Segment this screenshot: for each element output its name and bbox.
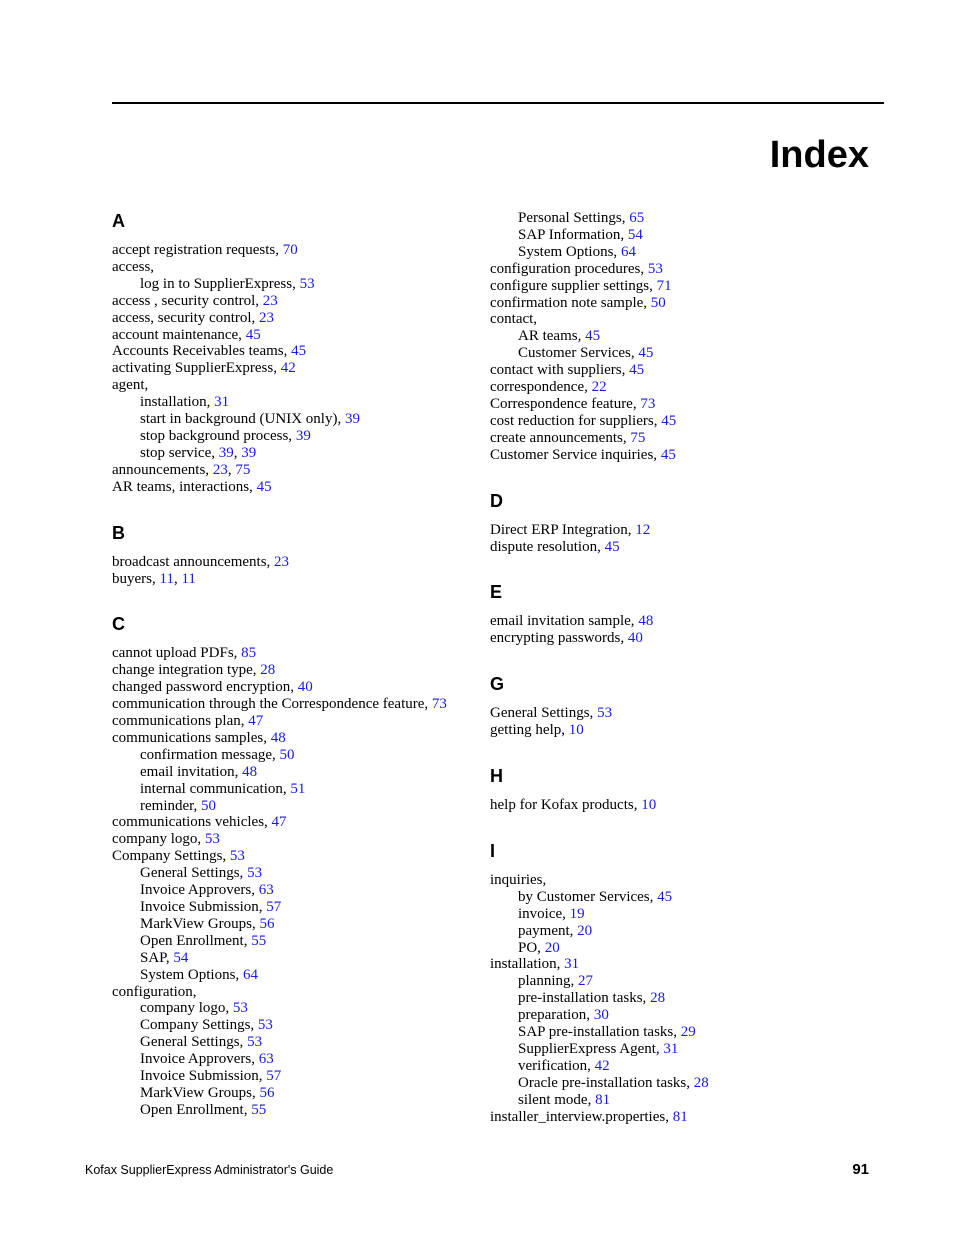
- entry-text: communications plan,: [112, 713, 249, 730]
- entry-text: SAP,: [140, 949, 174, 966]
- index-subentry: [490, 940, 890, 957]
- index-subentry: [112, 411, 472, 428]
- index-subentry: [112, 798, 472, 815]
- index-subentry: [112, 276, 472, 293]
- index-entry: [490, 956, 890, 973]
- index-section-c: [112, 613, 472, 1118]
- entry-text: Invoice Approvers,: [140, 882, 259, 899]
- entry-text: System Options,: [518, 243, 621, 260]
- page-link[interactable]: 27: [578, 973, 593, 990]
- entry-text: communication through the Correspondence feature,: [112, 696, 432, 713]
- entry-text: broadcast announcements,: [112, 553, 275, 570]
- page-link[interactable]: 31: [214, 394, 230, 411]
- index-subentry: [112, 933, 472, 950]
- index-entry: [112, 360, 472, 377]
- page-link[interactable]: 11: [159, 570, 174, 587]
- entry-text: System Options,: [140, 966, 243, 983]
- section-letter: B: [112, 522, 125, 543]
- page-link[interactable]: 73: [431, 696, 447, 713]
- page-link[interactable]: 50: [201, 797, 217, 814]
- index-entry: [490, 797, 890, 814]
- index-entry: [490, 295, 890, 312]
- index-subentry: [112, 445, 472, 462]
- page-link[interactable]: 48: [270, 729, 286, 746]
- entry-text: help for Kofax products,: [490, 797, 642, 814]
- index-entry: [112, 713, 472, 730]
- entry-text: correspondence,: [490, 379, 592, 396]
- page-link[interactable]: 42: [280, 360, 296, 377]
- page-link[interactable]: 54: [627, 226, 643, 243]
- entry-text: invoice,: [518, 905, 570, 922]
- entry-text: Invoice Submission,: [140, 899, 267, 915]
- page-link[interactable]: 28: [650, 990, 666, 1007]
- page-link[interactable]: 22: [591, 379, 607, 396]
- index-section-i: [490, 840, 890, 1126]
- footer-page-number: 91: [852, 1161, 869, 1178]
- page-link[interactable]: 53: [247, 1034, 263, 1051]
- entry-text: Direct ERP Integration,: [490, 521, 636, 538]
- page-link[interactable]: 19: [569, 905, 585, 922]
- page-link[interactable]: 45: [291, 343, 307, 360]
- entry-text: SAP Information,: [518, 226, 628, 243]
- index-entry: [112, 984, 472, 1001]
- entry-text: log in to SupplierExpress,: [140, 275, 300, 292]
- entry-text: contact,: [490, 311, 538, 328]
- entry-text: inquiries,: [490, 871, 547, 888]
- page-link[interactable]: 71: [656, 277, 672, 294]
- page-link[interactable]: 53: [647, 260, 663, 277]
- entry-text: AR teams,: [518, 328, 586, 345]
- index-column-left: [112, 210, 472, 1119]
- page-link[interactable]: 53: [597, 705, 613, 722]
- section-letter: I: [490, 840, 496, 861]
- entry-text: Customer Services,: [518, 345, 639, 362]
- page-link[interactable]: 53: [229, 848, 245, 865]
- page-link[interactable]: 23: [259, 309, 275, 326]
- page-link[interactable]: 75: [235, 461, 251, 478]
- page-link[interactable]: 31: [564, 956, 580, 973]
- page-link[interactable]: 53: [232, 1000, 248, 1017]
- section-letter: H: [490, 766, 503, 787]
- entry-text: Invoice Submission,: [140, 1068, 267, 1085]
- page-link[interactable]: 48: [242, 763, 258, 780]
- page-link[interactable]: 45: [629, 362, 645, 379]
- index-subentry: [490, 1058, 890, 1075]
- page-link[interactable]: 47: [248, 713, 264, 730]
- index-entry: [112, 242, 472, 259]
- index-subentry: [490, 1007, 890, 1024]
- index-entry: [112, 814, 472, 831]
- page-link[interactable]: 81: [672, 1108, 688, 1125]
- entry-text: verification,: [518, 1057, 595, 1074]
- index-entry: [112, 730, 472, 747]
- page-link[interactable]: 45: [256, 478, 272, 495]
- page-link[interactable]: 63: [258, 882, 274, 899]
- section-gap: [490, 464, 890, 490]
- entry-text: agent,: [112, 377, 149, 394]
- page-link[interactable]: 48: [638, 613, 654, 630]
- entry-text: communications samples,: [112, 729, 271, 746]
- entry-text: email invitation,: [140, 763, 243, 780]
- page-separator: ,: [227, 461, 236, 478]
- page-link[interactable]: 45: [657, 888, 673, 905]
- index-subentry: [112, 1102, 472, 1119]
- index-subentry: [112, 781, 472, 798]
- entry-text: start in background (UNIX only),: [140, 411, 345, 428]
- index-section-b: [112, 522, 472, 588]
- entry-text: email invitation sample,: [490, 613, 639, 630]
- page-link[interactable]: 47: [271, 814, 287, 831]
- entry-text: stop service,: [140, 444, 219, 461]
- index-subentry: [490, 227, 890, 244]
- entry-text: access , security control,: [112, 292, 263, 309]
- index-entry: [490, 362, 890, 379]
- index-entry: [112, 377, 472, 394]
- index-subentry: [112, 747, 472, 764]
- entry-text: cannot upload PDFs,: [112, 645, 242, 662]
- index-entry: [112, 327, 472, 344]
- entry-text: getting help,: [490, 722, 569, 739]
- entry-text: cost reduction for suppliers,: [490, 412, 662, 429]
- entry-text: silent mode,: [518, 1091, 596, 1108]
- page-link[interactable]: 39: [218, 444, 234, 461]
- page-link[interactable]: 54: [173, 949, 189, 966]
- section-gap: [490, 555, 890, 581]
- page-link[interactable]: 53: [247, 865, 263, 882]
- entry-text: stop background process,: [140, 427, 296, 444]
- page-separator: ,: [173, 570, 182, 587]
- header-rule: [112, 102, 884, 104]
- index-subentry: [112, 865, 472, 882]
- entry-text: Accounts Receivables teams,: [112, 343, 292, 360]
- page-title: Index: [769, 134, 869, 176]
- index-entry: [490, 539, 890, 556]
- index-section-e: [490, 581, 890, 647]
- index-entry: [112, 462, 472, 479]
- entry-text: buyers,: [112, 570, 160, 587]
- entry-text: AR teams, interactions,: [112, 478, 257, 495]
- index-subentry: [490, 990, 890, 1007]
- footer-document-title: Kofax SupplierExpress Administrator's Guide: [85, 1163, 334, 1177]
- entry-text: General Settings,: [490, 705, 598, 722]
- section-gap: [490, 739, 890, 765]
- index-entry: [112, 696, 472, 713]
- index-entry: [490, 872, 890, 889]
- section-gap: [112, 496, 472, 522]
- index-section-d: [490, 490, 890, 556]
- index-subentry: [112, 916, 472, 933]
- page-link[interactable]: 57: [266, 1068, 282, 1085]
- index-subentry: [112, 1085, 472, 1102]
- section-gap: [490, 647, 890, 673]
- index-subentry: [490, 923, 890, 940]
- index-section-continued: [490, 210, 890, 464]
- page-link[interactable]: 53: [299, 275, 315, 292]
- section-gap: [490, 814, 890, 840]
- entry-text: installation,: [490, 956, 565, 973]
- page-link[interactable]: 50: [650, 294, 666, 311]
- entry-text: Open Enrollment,: [140, 932, 252, 949]
- index-entry: [112, 645, 472, 662]
- entry-text: SAP pre-installation tasks,: [518, 1024, 681, 1041]
- entry-text: configuration procedures,: [490, 260, 648, 277]
- page-link[interactable]: 45: [245, 326, 261, 343]
- index-section-g: [490, 673, 890, 739]
- entry-text: communications vehicles,: [112, 814, 272, 831]
- entry-text: access, security control,: [112, 309, 260, 326]
- index-subentry: [490, 345, 890, 362]
- entry-text: General Settings,: [140, 1034, 248, 1051]
- page-link[interactable]: 45: [661, 412, 677, 429]
- entry-text: Company Settings,: [140, 1017, 258, 1034]
- entry-text: SupplierExpress Agent,: [518, 1041, 664, 1057]
- entry-text: installation,: [140, 394, 215, 411]
- entry-text: Correspondence feature,: [490, 395, 641, 412]
- index-subentry: [490, 889, 890, 906]
- page-link[interactable]: 28: [693, 1074, 709, 1091]
- index-entry: [112, 479, 472, 496]
- page-link[interactable]: 45: [638, 345, 654, 362]
- index-entry: [112, 662, 472, 679]
- page-link[interactable]: 40: [627, 630, 643, 647]
- page-link[interactable]: 42: [594, 1057, 610, 1074]
- entry-text: confirmation note sample,: [490, 294, 651, 311]
- index-subentry: [112, 1017, 472, 1034]
- index-subentry: [112, 428, 472, 445]
- index-entry: [490, 705, 890, 722]
- page-link[interactable]: 12: [635, 521, 651, 538]
- index-subentry: [112, 1034, 472, 1051]
- entry-text: Open Enrollment,: [140, 1101, 252, 1118]
- index-subentry: [490, 1092, 890, 1109]
- entry-text: pre-installation tasks,: [518, 990, 651, 1007]
- index-subentry: [490, 1024, 890, 1041]
- entry-text: internal communication,: [140, 780, 291, 797]
- entry-text: accept registration requests,: [112, 242, 283, 258]
- index-entry: [112, 571, 472, 588]
- page-link[interactable]: 81: [595, 1091, 611, 1108]
- page-link[interactable]: 23: [274, 553, 290, 570]
- entry-text: company logo,: [112, 831, 205, 848]
- entry-text: confirmation message,: [140, 746, 280, 763]
- page-link[interactable]: 10: [641, 797, 657, 814]
- index-subentry: [490, 328, 890, 345]
- index-subentry: [490, 210, 890, 227]
- page-link[interactable]: 64: [620, 243, 636, 260]
- entry-text: General Settings,: [140, 865, 248, 882]
- entry-text: Invoice Approvers,: [140, 1051, 259, 1068]
- entry-text: activating SupplierExpress,: [112, 360, 281, 377]
- index-entry: [490, 522, 890, 539]
- page-link[interactable]: 55: [251, 1101, 267, 1118]
- page-link[interactable]: 39: [241, 444, 257, 461]
- index-entry: [490, 1109, 890, 1126]
- entry-text: configuration,: [112, 983, 197, 1000]
- section-letter: G: [490, 674, 505, 695]
- page-link[interactable]: 53: [257, 1017, 273, 1034]
- page-link[interactable]: 20: [544, 939, 560, 956]
- entry-text: account maintenance,: [112, 326, 246, 343]
- page-link[interactable]: 53: [204, 831, 220, 848]
- section-gap: [112, 587, 472, 613]
- page-link[interactable]: 55: [251, 932, 267, 949]
- index-subentry: [490, 973, 890, 990]
- index-subentry: [490, 906, 890, 923]
- page-link[interactable]: 31: [663, 1041, 679, 1057]
- index-subentry: [112, 899, 472, 916]
- entry-text: installer_interview.properties,: [490, 1108, 673, 1125]
- entry-text: by Customer Services,: [518, 888, 658, 905]
- entry-text: payment,: [518, 922, 578, 939]
- entry-text: contact with suppliers,: [490, 362, 630, 379]
- index-entry: [490, 379, 890, 396]
- page-link[interactable]: 29: [680, 1024, 696, 1041]
- entry-text: announcements,: [112, 461, 213, 478]
- page-link[interactable]: 50: [279, 746, 295, 763]
- page-link[interactable]: 23: [212, 461, 228, 478]
- index-entry: [490, 630, 890, 647]
- page-link[interactable]: 45: [585, 328, 601, 345]
- index-entry: [112, 679, 472, 696]
- page-link[interactable]: 56: [259, 915, 275, 932]
- entry-text: planning,: [518, 973, 578, 990]
- page-link[interactable]: 28: [260, 662, 276, 679]
- page-link[interactable]: 11: [181, 570, 196, 587]
- index-subentry: [490, 1075, 890, 1092]
- index-entry: [490, 613, 890, 630]
- page-link[interactable]: 39: [344, 411, 360, 428]
- section-letter: D: [490, 490, 503, 511]
- page-link[interactable]: 30: [593, 1007, 609, 1024]
- page-link[interactable]: 20: [577, 922, 593, 939]
- page-link[interactable]: 57: [266, 899, 282, 915]
- index-entry: [490, 311, 890, 328]
- entry-text: preparation,: [518, 1007, 594, 1024]
- page-link[interactable]: 70: [282, 242, 298, 258]
- index-entry: [112, 848, 472, 865]
- page-link[interactable]: 65: [629, 210, 645, 226]
- page-link[interactable]: 45: [604, 538, 620, 555]
- index-entry: [490, 413, 890, 430]
- index-entry: [490, 430, 890, 447]
- index-subentry: [112, 882, 472, 899]
- page-link[interactable]: 45: [660, 446, 676, 463]
- entry-text: Customer Service inquiries,: [490, 446, 661, 463]
- entry-text: changed password encryption,: [112, 679, 298, 696]
- entry-text: MarkView Groups,: [140, 915, 260, 932]
- entry-text: dispute resolution,: [490, 538, 605, 555]
- index-section-a: [112, 210, 472, 496]
- index-subentry: [112, 394, 472, 411]
- page-separator: ,: [233, 444, 242, 461]
- index-subentry: [112, 1051, 472, 1068]
- entry-text: Company Settings,: [112, 848, 230, 865]
- entry-text: create announcements,: [490, 429, 631, 446]
- section-letter: E: [490, 582, 503, 603]
- page-link[interactable]: 64: [242, 966, 258, 983]
- index-entry: [490, 722, 890, 739]
- page-link[interactable]: 63: [258, 1051, 274, 1068]
- index-entry: [112, 259, 472, 276]
- section-letter: C: [112, 614, 125, 635]
- index-subentry: [112, 1000, 472, 1017]
- index-subentry: [490, 1041, 890, 1058]
- index-entry: [112, 293, 472, 310]
- section-letter: A: [112, 211, 125, 231]
- page-link[interactable]: 23: [262, 292, 278, 309]
- entry-text: reminder,: [140, 797, 202, 814]
- entry-text: PO,: [518, 939, 545, 956]
- entry-text: Personal Settings,: [518, 210, 630, 226]
- page-link[interactable]: 39: [295, 427, 311, 444]
- page-link[interactable]: 10: [568, 722, 584, 739]
- entry-text: configure supplier settings,: [490, 277, 657, 294]
- page-link[interactable]: 85: [241, 645, 257, 662]
- page-link[interactable]: 75: [630, 429, 646, 446]
- entry-text: change integration type,: [112, 662, 261, 679]
- index-column-right: [490, 210, 890, 1126]
- index-entry: [490, 278, 890, 295]
- index-section-h: [490, 765, 890, 814]
- index-entry: [112, 554, 472, 571]
- page-link[interactable]: 56: [259, 1084, 275, 1101]
- index-entry: [112, 343, 472, 360]
- index-entry: [490, 261, 890, 278]
- page-link[interactable]: 40: [297, 679, 313, 696]
- index-subentry: [112, 967, 472, 984]
- entry-text: MarkView Groups,: [140, 1084, 260, 1101]
- index-entry: [490, 447, 890, 464]
- entry-text: Oracle pre-installation tasks,: [518, 1074, 694, 1091]
- entry-text: company logo,: [140, 1000, 233, 1017]
- page-link[interactable]: 73: [640, 395, 656, 412]
- index-entry: [112, 310, 472, 327]
- index-entry: [490, 396, 890, 413]
- index-subentry: [112, 764, 472, 781]
- entry-text: encrypting passwords,: [490, 630, 628, 647]
- index-entry: [112, 831, 472, 848]
- page-link[interactable]: 51: [290, 780, 306, 797]
- index-subentry: [490, 244, 890, 261]
- entry-text: access,: [112, 258, 155, 275]
- index-subentry: [112, 950, 472, 967]
- index-subentry: [112, 1068, 472, 1085]
